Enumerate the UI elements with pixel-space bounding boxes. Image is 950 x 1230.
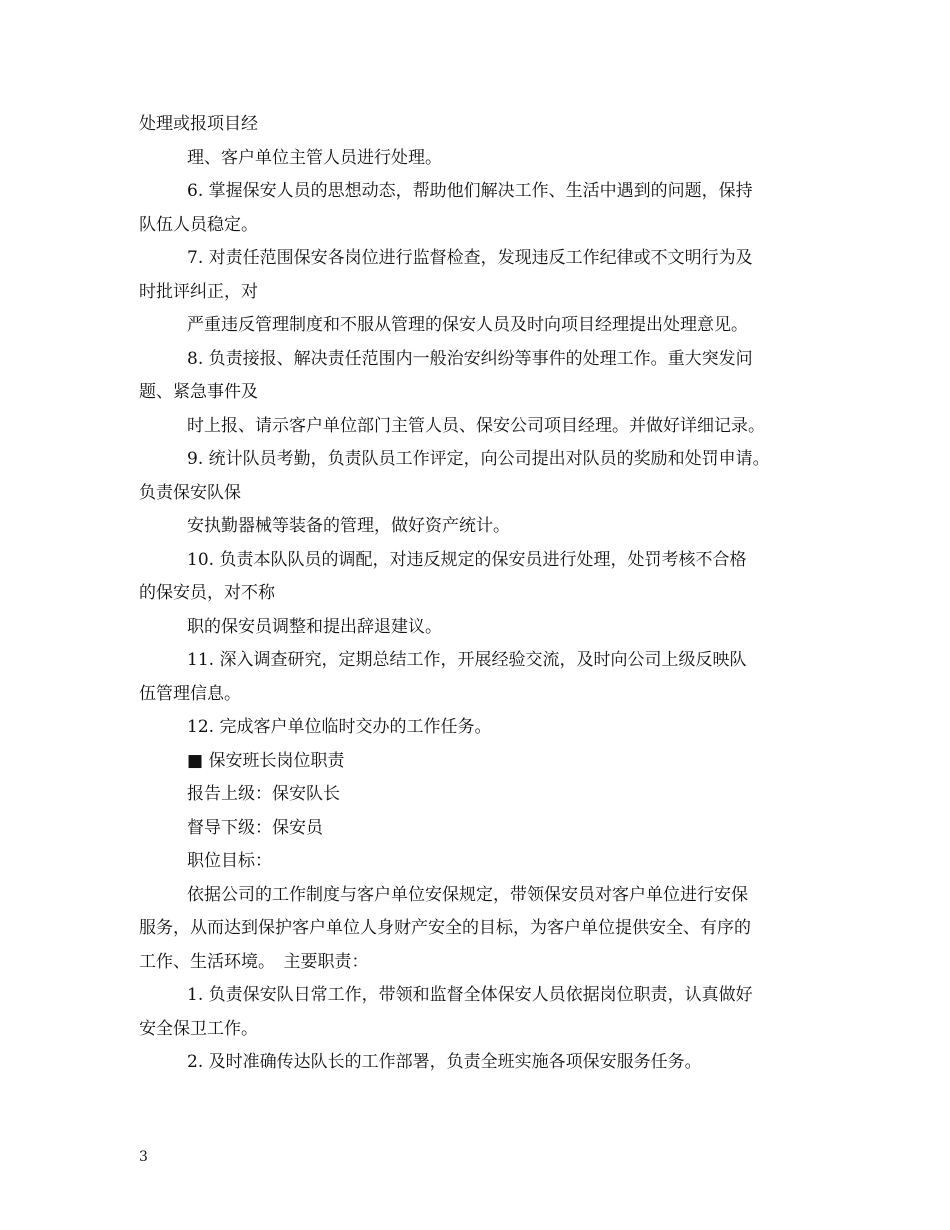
text-line: 队伍人员稳定。: [139, 214, 258, 235]
text-line: 时批评纠正，对: [139, 281, 258, 302]
text-line: 7. 对责任范围保安各岗位进行监督检查，发现违反工作纪律或不文明行为及: [187, 248, 753, 268]
text-line: 8. 负责接报、解决责任范围内一般治安纠纷等事件的处理工作。重大突发问: [187, 348, 753, 369]
text-line: 11. 深入调查研究，定期总结工作，开展经验交流，及时向公司上级反映队: [187, 650, 747, 670]
text-line: 2. 及时准确传达队长的工作部署，负责全班实施各项保安服务任务。: [187, 1052, 702, 1072]
text-line: 督导下级：保安员: [187, 817, 323, 838]
text-line: 处理或报项目经: [139, 114, 258, 134]
text-line: 职位目标：: [187, 851, 272, 871]
text-line: 的保安员，对不称: [139, 583, 275, 603]
text-line: 6. 掌握保安人员的思想动态，帮助他们解决工作、生活中遇到的问题，保持: [187, 181, 753, 201]
text-line: 安执勤器械等装备的管理，做好资产统计。: [187, 516, 510, 536]
text-line: 时上报、请示客户单位部门主管人员、保安公司项目经理。并做好详细记录。: [187, 415, 765, 436]
page-number: 3: [139, 1149, 148, 1165]
text-line: 9. 统计队员考勤，负责队员工作评定，向公司提出对队员的奖励和处罚申请。: [187, 449, 770, 469]
text-line: 伍管理信息。: [139, 683, 241, 704]
text-line: 严重违反管理制度和不服从管理的保安人员及时向项目经理提出处理意见。: [187, 315, 748, 335]
text-line: 1. 负责保安队日常工作，带领和监督全体保安人员依据岗位职责，认真做好: [187, 985, 753, 1005]
text-line: 职的保安员调整和提出辞退建议。: [187, 616, 442, 637]
text-line: 服务，从而达到保护客户单位人身财产安全的目标，为客户单位提供安全、有序的: [139, 918, 751, 938]
text-line: ■ 保安班长岗位职责: [187, 750, 345, 771]
text-line: 报告上级：保安队长: [187, 784, 340, 804]
text-line: 安全保卫工作。: [139, 1018, 258, 1039]
text-line: 工作、生活环境。 主要职责：: [139, 951, 369, 972]
text-line: 题、紧急事件及: [139, 382, 258, 402]
text-line: 负责保安队保: [139, 482, 241, 503]
document-body: [139, 113, 819, 1085]
text-line: 依据公司的工作制度与客户单位安保规定，带领保安员对客户单位进行安保: [187, 884, 748, 905]
text-line: 10. 负责本队队员的调配，对违反规定的保安员进行处理，处罚考核不合格: [187, 549, 747, 570]
text-line: 12. 完成客户单位临时交办的工作任务。: [187, 717, 492, 737]
text-line: 理、客户单位主管人员进行处理。: [187, 147, 442, 168]
